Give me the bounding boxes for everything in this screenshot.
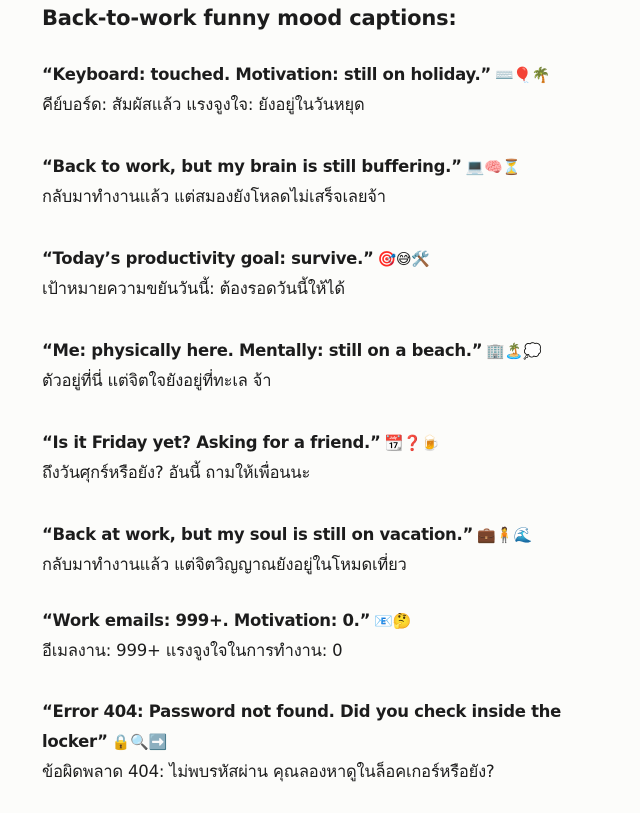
caption-item	[42, 244, 612, 304]
caption-item	[42, 60, 612, 120]
caption-item	[42, 606, 612, 666]
caption-item	[42, 697, 562, 787]
caption-emoji: 🔒🔍➡️	[111, 733, 167, 751]
caption-thai: กลับมาทำงานแล้ว แต่สมองยังโหลดไม่เสร็จเลยจ้า	[42, 187, 386, 206]
caption-thai: กลับมาทำงานแล้ว แต่จิตวิญญาณยังอยู่ในโหมดเที่ยว	[42, 555, 407, 574]
caption-english: “Back at work, but my soul is still on vacation.” 💼🧍🌊	[42, 525, 533, 544]
caption-thai: ถึงวันศุกร์หรือยัง? อันนี้ ถามให้เพื่อนนะ	[42, 463, 311, 482]
page-title: Back-to-work funny mood captions:	[42, 6, 457, 30]
caption-english: “Is it Friday yet? Asking for a friend.” 📆❓🍺	[42, 433, 440, 452]
caption-item	[42, 520, 612, 580]
caption-thai: เป้าหมายความขยันวันนี้: ต้องรอดวันนี้ให้ได้	[42, 279, 345, 298]
caption-emoji: 📆❓🍺	[384, 434, 440, 452]
caption-english: “Work emails: 999+. Motivation: 0.” 📧🤔	[42, 611, 411, 630]
caption-emoji: 💼🧍🌊	[477, 526, 533, 544]
caption-item	[42, 152, 612, 212]
caption-emoji: 📧🤔	[374, 612, 411, 630]
caption-item	[42, 336, 612, 396]
caption-thai: ข้อผิดพลาด 404: ไม่พบรหัสผ่าน คุณลองหาดูในล็อคเกอร์หรือยัง?	[42, 762, 495, 781]
caption-item	[42, 428, 612, 488]
caption-thai: คีย์บอร์ด: สัมผัสแล้ว แรงจูงใจ: ยังอยู่ในวันหยุด	[42, 95, 365, 114]
caption-thai: ตัวอยู่ที่นี่ แต่จิตใจยังอยู่ที่ทะเล จ้า	[42, 371, 272, 390]
caption-english: “Back to work, but my brain is still buffering.” 💻🧠⏳	[42, 157, 521, 176]
caption-emoji: ⌨️🎈🌴	[494, 66, 551, 84]
caption-emoji: 🎯😅🛠️	[377, 250, 430, 268]
caption-thai: อีเมลงาน: 999+ แรงจูงใจในการทำงาน: 0	[42, 641, 343, 660]
caption-english: “Error 404: Password not found. Did you check inside the locker” 🔒🔍➡️	[42, 702, 561, 751]
caption-english: “Me: physically here. Mentally: still on a beach.” 🏢🏝️💭	[42, 341, 542, 360]
caption-english: “Today’s productivity goal: survive.” 🎯😅🛠️	[42, 249, 430, 268]
caption-emoji: 🏢🏝️💭	[486, 342, 542, 360]
caption-emoji: 💻🧠⏳	[465, 158, 521, 176]
caption-english: “Keyboard: touched. Motivation: still on holiday.” ⌨️🎈🌴	[42, 65, 551, 84]
